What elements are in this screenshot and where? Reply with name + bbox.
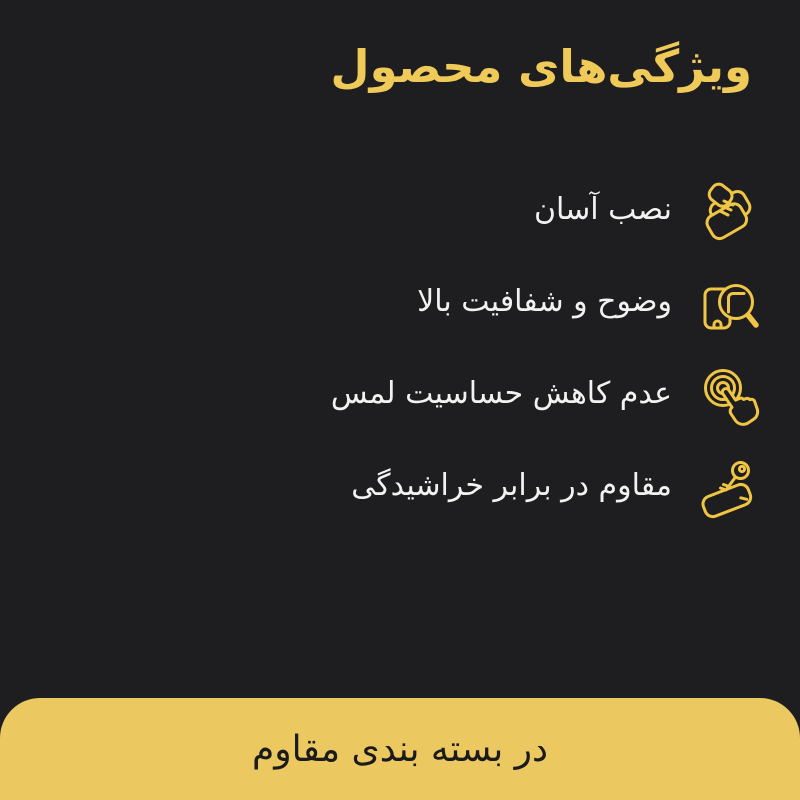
feature-label: نصب آسان xyxy=(533,192,672,227)
touch-sensitivity-icon xyxy=(698,365,760,427)
packaging-banner-label: در بسته بندی مقاوم xyxy=(251,728,549,770)
feature-item-scratch-resistant xyxy=(331,458,760,518)
feature-list xyxy=(331,182,760,518)
feature-label: وضوح و شفافیت بالا xyxy=(417,284,672,319)
feature-label: عدم کاهش حساسیت لمس xyxy=(330,376,672,411)
feature-item-easy-install xyxy=(331,182,760,242)
feature-item-clarity xyxy=(331,274,760,334)
feature-label: مقاوم در برابر خراشیدگی xyxy=(351,468,672,503)
key-scratch-icon xyxy=(698,457,760,519)
packaging-banner xyxy=(0,698,800,800)
protector-install-icon xyxy=(698,181,760,243)
feature-item-touch xyxy=(331,366,760,426)
page-title: ویژگی‌های محصول xyxy=(330,40,752,93)
magnifier-clarity-icon xyxy=(698,273,760,335)
